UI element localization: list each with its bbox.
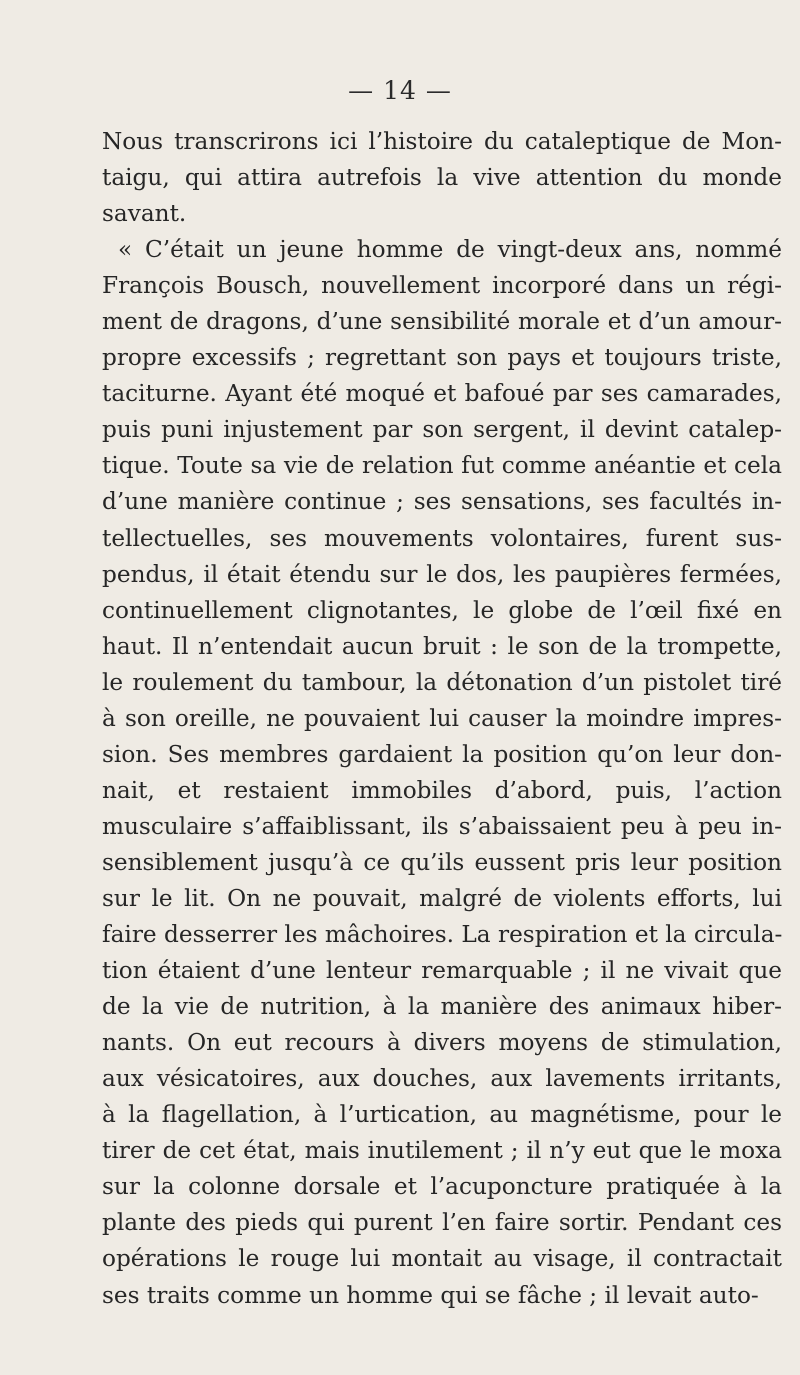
text-line: taigu, qui attira autrefois la vive attention du monde xyxy=(102,164,782,192)
text-line: taciturne. Ayant été moqué et bafoué par ses camarades, xyxy=(102,380,782,408)
text-line: nait, et restaient immobiles d’abord, puis, l’action xyxy=(102,776,782,804)
text-line: propre excessifs ; regrettant son pays et toujours triste, xyxy=(102,344,782,372)
text-line: le roulement du tambour, la détonation d’un pistolet tiré xyxy=(102,668,782,696)
text-line: ses traits comme un homme qui se fâche ; il levait auto- xyxy=(102,1281,759,1309)
text-line: savant. xyxy=(102,200,187,228)
text-line: à son oreille, ne pouvaient lui causer la moindre impres- xyxy=(102,704,782,732)
text-line: puis puni injustement par son sergent, il devint catalep- xyxy=(102,416,782,444)
text-line: tique. Toute sa vie de relation fut comme anéantie et cela xyxy=(102,452,782,480)
text-line: sur le lit. On ne pouvait, malgré de violents efforts, lui xyxy=(102,884,782,912)
text-line: aux vésicatoires, aux douches, aux lavements irritants, xyxy=(102,1065,782,1093)
text-line: François Bousch, nouvellement incorporé dans un régi- xyxy=(102,272,782,300)
text-line: nants. On eut recours à divers moyens de stimulation, xyxy=(102,1029,782,1057)
text-line: tion étaient d’une lenteur remarquable ; il ne vivait que xyxy=(102,957,782,985)
text-line: d’une manière continue ; ses sensations, ses facultés in- xyxy=(102,488,782,516)
body-text xyxy=(102,124,782,1314)
text-line: faire desserrer les mâchoires. La respiration et la circula- xyxy=(102,921,783,949)
paragraph xyxy=(102,232,782,1313)
text-line: à la flagellation, à l’urtication, au magnétisme, pour le xyxy=(102,1101,782,1129)
text-line: de la vie de nutrition, à la manière des animaux hiber- xyxy=(102,993,782,1021)
text-line: opérations le rouge lui montait au visage, il contractait xyxy=(102,1245,782,1273)
text-line: haut. Il n’entendait aucun bruit : le son de la trompette, xyxy=(102,632,782,660)
text-line: musculaire s’affaiblissant, ils s’abaissaient peu à peu in- xyxy=(102,812,782,840)
text-line: sur la colonne dorsale et l’acuponcture pratiquée à la xyxy=(102,1173,782,1201)
paragraph xyxy=(102,124,782,232)
text-line: tirer de cet état, mais inutilement ; il n’y eut que le moxa xyxy=(102,1137,782,1165)
text-line: ment de dragons, d’une sensibilité morale et d’un amour- xyxy=(102,308,782,336)
page-number: — 14 — xyxy=(348,76,452,105)
text-line: sion. Ses membres gardaient la position qu’on leur don- xyxy=(102,740,782,768)
text-line: plante des pieds qui purent l’en faire sortir. Pendant ces xyxy=(102,1209,782,1237)
text-line: pendus, il était étendu sur le dos, les paupières fermées, xyxy=(102,560,782,588)
text-line: Nous transcrirons ici l’histoire du cataleptique de Mon- xyxy=(102,128,782,155)
text-line: « C’était un jeune homme de vingt-deux ans, nommé xyxy=(118,236,782,264)
text-line: continuellement clignotantes, le globe de l’œil fixé en xyxy=(102,596,782,624)
text-line: sensiblement jusqu’à ce qu’ils eussent pris leur position xyxy=(102,848,782,876)
text-line: tellectuelles, ses mouvements volontaires, furent sus- xyxy=(102,524,782,552)
